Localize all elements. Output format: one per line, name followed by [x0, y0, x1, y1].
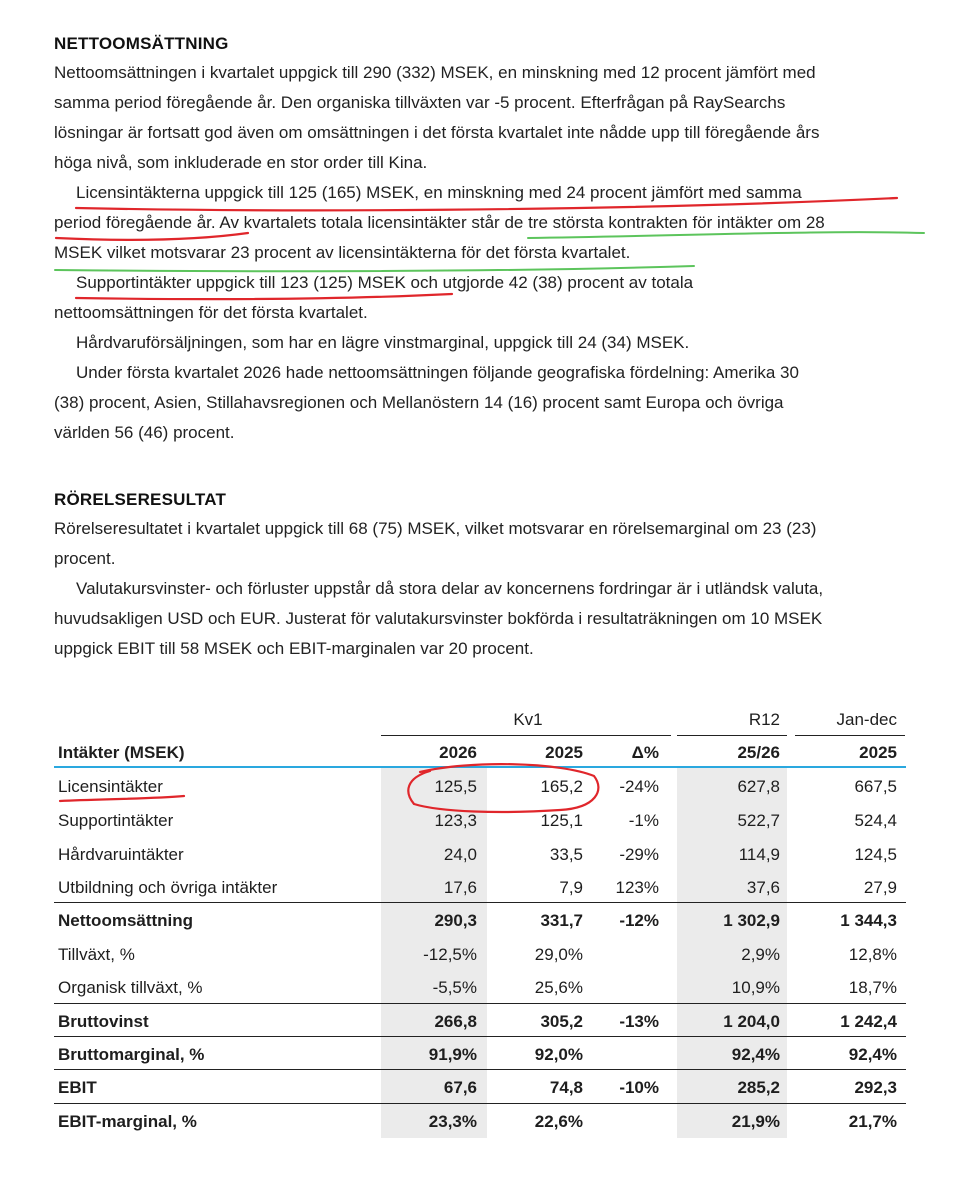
row-label: EBIT-marginal, % [58, 1112, 197, 1131]
paragraph-line: Licensintäkterna uppgick till 125 (165) MSEK, en minskning med 24 procent jämfört med samma [76, 183, 802, 202]
paragraph-line: lösningar är fortsatt god även om omsättningen i det första kvartalet inte nådde upp till föregående års [54, 123, 820, 142]
row-label: EBIT [58, 1078, 97, 1097]
header-rule-jandec [795, 735, 905, 736]
row-label: Organisk tillväxt, % [58, 978, 203, 997]
paragraph-line: uppgick EBIT till 58 MSEK och EBIT-marginalen var 20 procent. [54, 639, 534, 658]
cell-2025: 74,8 [549, 1078, 583, 1097]
row-rule [54, 1069, 906, 1070]
cell-2026: 91,9% [428, 1045, 477, 1064]
group-header-kv1: Kv1 [513, 710, 543, 729]
column-header-jandec: 2025 [859, 743, 897, 762]
cell-2025: 125,1 [540, 811, 583, 830]
cell-r12: 21,9% [731, 1112, 780, 1131]
row-label: Nettoomsättning [58, 911, 194, 930]
cell-2025: 331,7 [540, 911, 583, 930]
row-rule [54, 1003, 906, 1004]
row-rule [54, 1036, 906, 1037]
column-header-r12: 25/26 [737, 743, 780, 762]
cell-jandec: 524,4 [854, 811, 897, 830]
cell-2025: 165,2 [540, 777, 583, 796]
cell-jandec: 92,4% [848, 1045, 897, 1064]
cell-jandec: 667,5 [854, 777, 897, 796]
paragraph-line: världen 56 (46) procent. [54, 423, 235, 442]
paragraph-line: procent. [54, 549, 116, 568]
cell-r12: 37,6 [746, 878, 780, 897]
cell-jandec: 124,5 [854, 845, 897, 864]
cell-2026: 23,3% [428, 1112, 477, 1131]
paragraph-line: huvudsakligen USD och EUR. Justerat för valutakursvinster bokförda i resultaträkningen om 10 MSEK [54, 609, 823, 628]
row-label: Supportintäkter [58, 811, 174, 830]
cell-r12: 114,9 [738, 845, 780, 864]
cell-delta: -29% [619, 845, 659, 864]
column-header-2026: 2026 [439, 743, 477, 762]
cell-2026: 266,8 [434, 1012, 477, 1031]
row-label: Utbildning och övriga intäkter [58, 878, 278, 897]
paragraph-line: Valutakursvinster- och förluster uppstår då stora delar av koncernens fordringar är i utländsk valuta, [76, 579, 824, 598]
paragraph-line: samma period föregående år. Den organiska tillväxten var -5 procent. Efterfrågan på RaySearchs [54, 93, 786, 112]
cell-jandec: 292,3 [854, 1078, 897, 1097]
cell-r12: 522,7 [737, 811, 780, 830]
cell-2025: 305,2 [540, 1012, 583, 1031]
cell-2025: 33,5 [549, 845, 583, 864]
cell-delta: -1% [628, 811, 659, 830]
row-label: Licensintäkter [58, 777, 163, 796]
paragraph-line: Supportintäkter uppgick till 123 (125) MSEK och utgjorde 42 (38) procent av totala [76, 273, 694, 292]
cell-2025: 92,0% [534, 1045, 583, 1064]
paragraph-line: Hårdvaruförsäljningen, som har en lägre vinstmarginal, uppgick till 24 (34) MSEK. [76, 333, 690, 352]
row-label: Hårdvaruintäkter [58, 845, 184, 864]
cell-2026: -5,5% [432, 978, 477, 997]
paragraph-line: Under första kvartalet 2026 hade nettoomsättningen följande geografiska fördelning: Amerika 30 [76, 363, 799, 382]
cell-jandec: 1 242,4 [840, 1012, 897, 1031]
cell-2025: 7,9 [559, 878, 583, 897]
paragraph-line: Rörelseresultatet i kvartalet uppgick till 68 (75) MSEK, vilket motsvarar en rörelsemarginal om 23 (23) [54, 519, 817, 538]
column-header-2025: 2025 [545, 743, 583, 762]
cell-2025: 29,0% [534, 945, 583, 964]
cell-2026: 125,5 [434, 777, 477, 796]
section-heading-nettoomsattning: NETTOOMSÄTTNING [54, 34, 229, 53]
paragraph-line: Nettoomsättningen i kvartalet uppgick till 290 (332) MSEK, en minskning med 12 procent jämfört med [54, 63, 816, 82]
row-rule [54, 1103, 906, 1104]
section-body-rorelseresultat [54, 514, 934, 664]
cell-delta: -13% [619, 1012, 659, 1031]
cell-2026: 67,6 [443, 1078, 477, 1097]
cell-delta: -12% [619, 911, 659, 930]
header-rule-r12 [677, 735, 787, 736]
cell-2026: 17,6 [443, 878, 477, 897]
cell-jandec: 1 344,3 [840, 911, 897, 930]
paragraph-line: nettoomsättningen för det första kvartalet. [54, 303, 368, 322]
paragraph-line: MSEK vilket motsvarar 23 procent av licensintäkterna för det första kvartalet. [54, 243, 631, 262]
cell-delta: -10% [619, 1078, 659, 1097]
cell-2025: 25,6% [534, 978, 583, 997]
cell-r12: 2,9% [741, 945, 780, 964]
row-label: Bruttomarginal, % [58, 1045, 205, 1064]
cell-r12: 1 302,9 [723, 911, 780, 930]
cell-jandec: 21,7% [848, 1112, 897, 1131]
section-body-nettoomsattning [54, 58, 934, 448]
cell-2026: -12,5% [423, 945, 477, 964]
cell-r12: 627,8 [737, 777, 780, 796]
header-rule-kv1 [381, 735, 671, 736]
cell-jandec: 18,7% [848, 978, 897, 997]
cell-delta: 123% [615, 878, 659, 897]
cell-r12: 92,4% [731, 1045, 780, 1064]
cell-r12: 285,2 [737, 1078, 780, 1097]
paragraph-line: (38) procent, Asien, Stillahavsregionen och Mellanöstern 14 (16) procent samt Europa och övriga [54, 393, 784, 412]
cell-jandec: 12,8% [848, 945, 897, 964]
cell-2026: 123,3 [434, 811, 477, 830]
group-header-r12: R12 [748, 710, 780, 729]
header-underline [54, 766, 906, 768]
paragraph-line: höga nivå, som inkluderade en stor order till Kina. [54, 153, 428, 172]
row-rule [54, 902, 906, 903]
cell-2026: 24,0 [443, 845, 477, 864]
row-label: Bruttovinst [58, 1012, 149, 1031]
cell-2025: 22,6% [534, 1112, 583, 1131]
cell-2026: 290,3 [434, 911, 477, 930]
cell-delta: -24% [619, 777, 659, 796]
row-label: Tillväxt, % [58, 945, 135, 964]
column-header-delta: Δ% [631, 743, 659, 762]
cell-r12: 10,9% [731, 978, 780, 997]
cell-jandec: 27,9 [863, 878, 897, 897]
column-header-label: Intäkter (MSEK) [58, 743, 185, 762]
group-header-jandec: Jan-dec [836, 710, 897, 729]
paragraph-line: period föregående år. Av kvartalets totala licensintäkter står de tre största kontrakten för intäkter om 28 [54, 213, 825, 232]
section-heading-rorelseresultat: RÖRELSERESULTAT [54, 490, 227, 509]
cell-r12: 1 204,0 [723, 1012, 780, 1031]
